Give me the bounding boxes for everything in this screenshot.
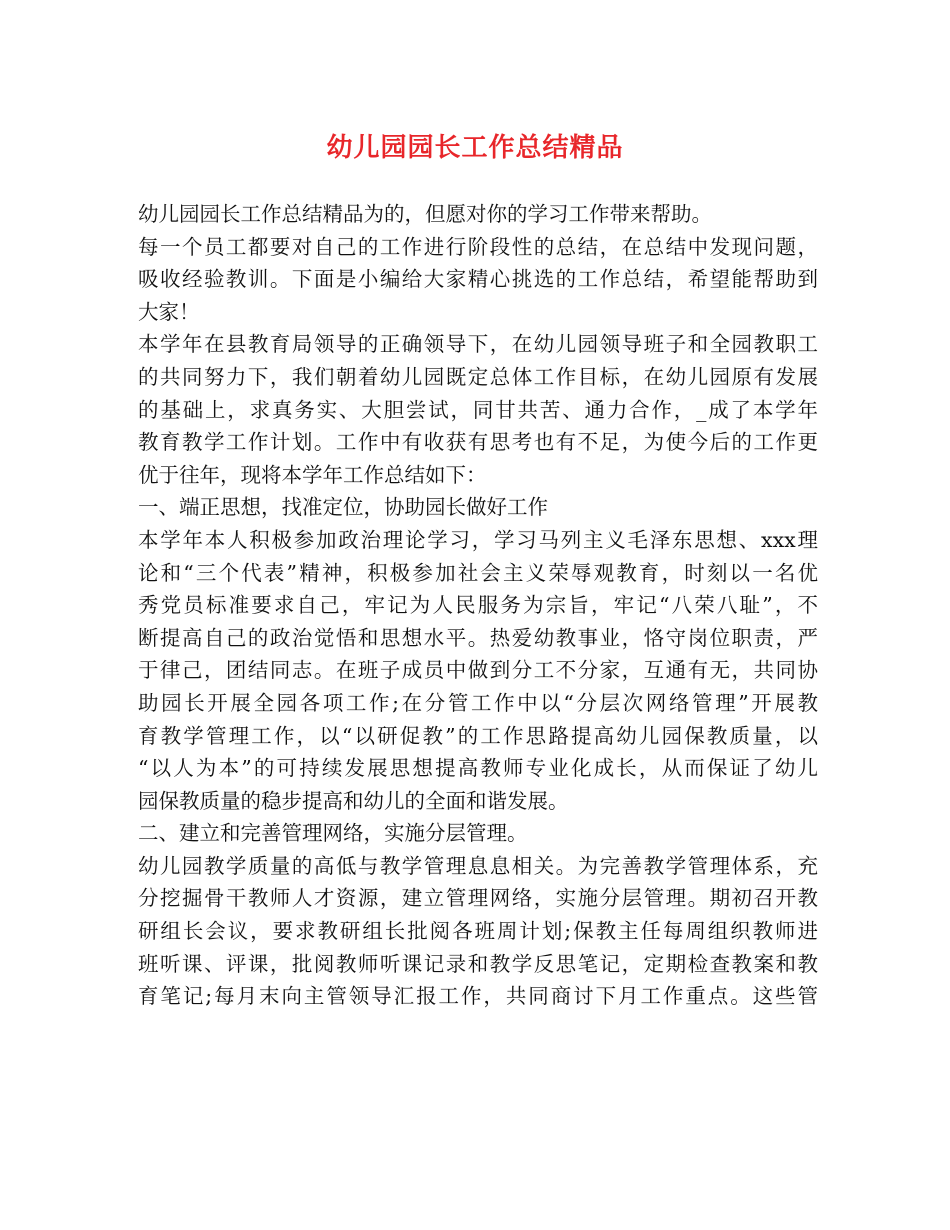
body-line: 研组长会议，要求教研组长批阅各班周计划;保教主任每周组织教师进 [138,919,818,944]
body-line: 吸收经验教训。下面是小编给大家精心挑选的工作总结，希望能帮助到 [138,267,818,292]
body-line: 秀党员标准要求自己，牢记为人民服务为宗旨，牢记“八荣八耻”，不 [138,593,818,618]
body-line: 育教学管理工作，以“以研促教”的工作思路提高幼儿园保教质量，以 [138,723,818,748]
body-line: 园保教质量的稳步提高和幼儿的全面和谐发展。 [138,788,569,813]
body-line: 班听课、评课，批阅教师听课记录和教学反思笔记，定期检查教案和教 [138,951,818,976]
body-line: 每一个员工都要对自己的工作进行阶段性的总结，在总结中发现问题， [138,234,818,259]
body-line: 育笔记;每月末向主管领导汇报工作，共同商讨下月工作重点。这些管 [138,984,818,1009]
body-line: 的基础上，求真务实、大胆尝试，同甘共苦、通力合作，_成了本学年 [138,397,818,422]
body-line: 本学年在县教育局领导的正确领导下，在幼儿园领导班子和全园教职工 [138,332,818,357]
document-body [138,198,818,1013]
body-line: 幼儿园教学质量的高低与教学管理息息相关。为完善教学管理体系，充 [138,853,818,878]
body-line: 幼儿园园长工作总结精品为的，但愿对你的学习工作带来帮助。 [138,202,712,226]
body-line: 教育教学工作计划。工作中有收获有思考也有不足，为使今后的工作更 [138,430,818,455]
body-line: 大家！ [138,299,200,324]
body-line: 二、建立和完善管理网络，实施分层管理。 [138,821,528,846]
document-title: 幼儿园园长工作总结精品 [326,133,624,163]
body-line: 助园长开展全园各项工作;在分管工作中以“分层次网络管理”开展教 [138,690,818,715]
body-line: 断提高自己的政治觉悟和思想水平。热爱幼教事业，恪守岗位职责，严 [138,625,818,650]
body-line: 分挖掘骨干教师人才资源，建立管理网络，实施分层管理。期初召开教 [138,886,818,911]
body-line: 一、端正思想，找准定位，协助园长做好工作 [138,495,548,520]
body-line: 于律己，团结同志。在班子成员中做到分工不分家，互通有无，共同协 [138,658,818,683]
body-line: “以人为本”的可持续发展思想提高教师专业化成长，从而保证了幼儿 [138,756,818,781]
body-line: 优于往年，现将本学年工作总结如下： [138,462,487,487]
body-line: 的共同努力下，我们朝着幼儿园既定总体工作目标，在幼儿园原有发展 [138,364,818,389]
body-line: 本学年本人积极参加政治理论学习，学习马列主义毛泽东思想、xxx理 [138,527,818,552]
body-line: 论和“三个代表”精神，积极参加社会主义荣辱观教育，时刻以一名优 [138,560,818,585]
